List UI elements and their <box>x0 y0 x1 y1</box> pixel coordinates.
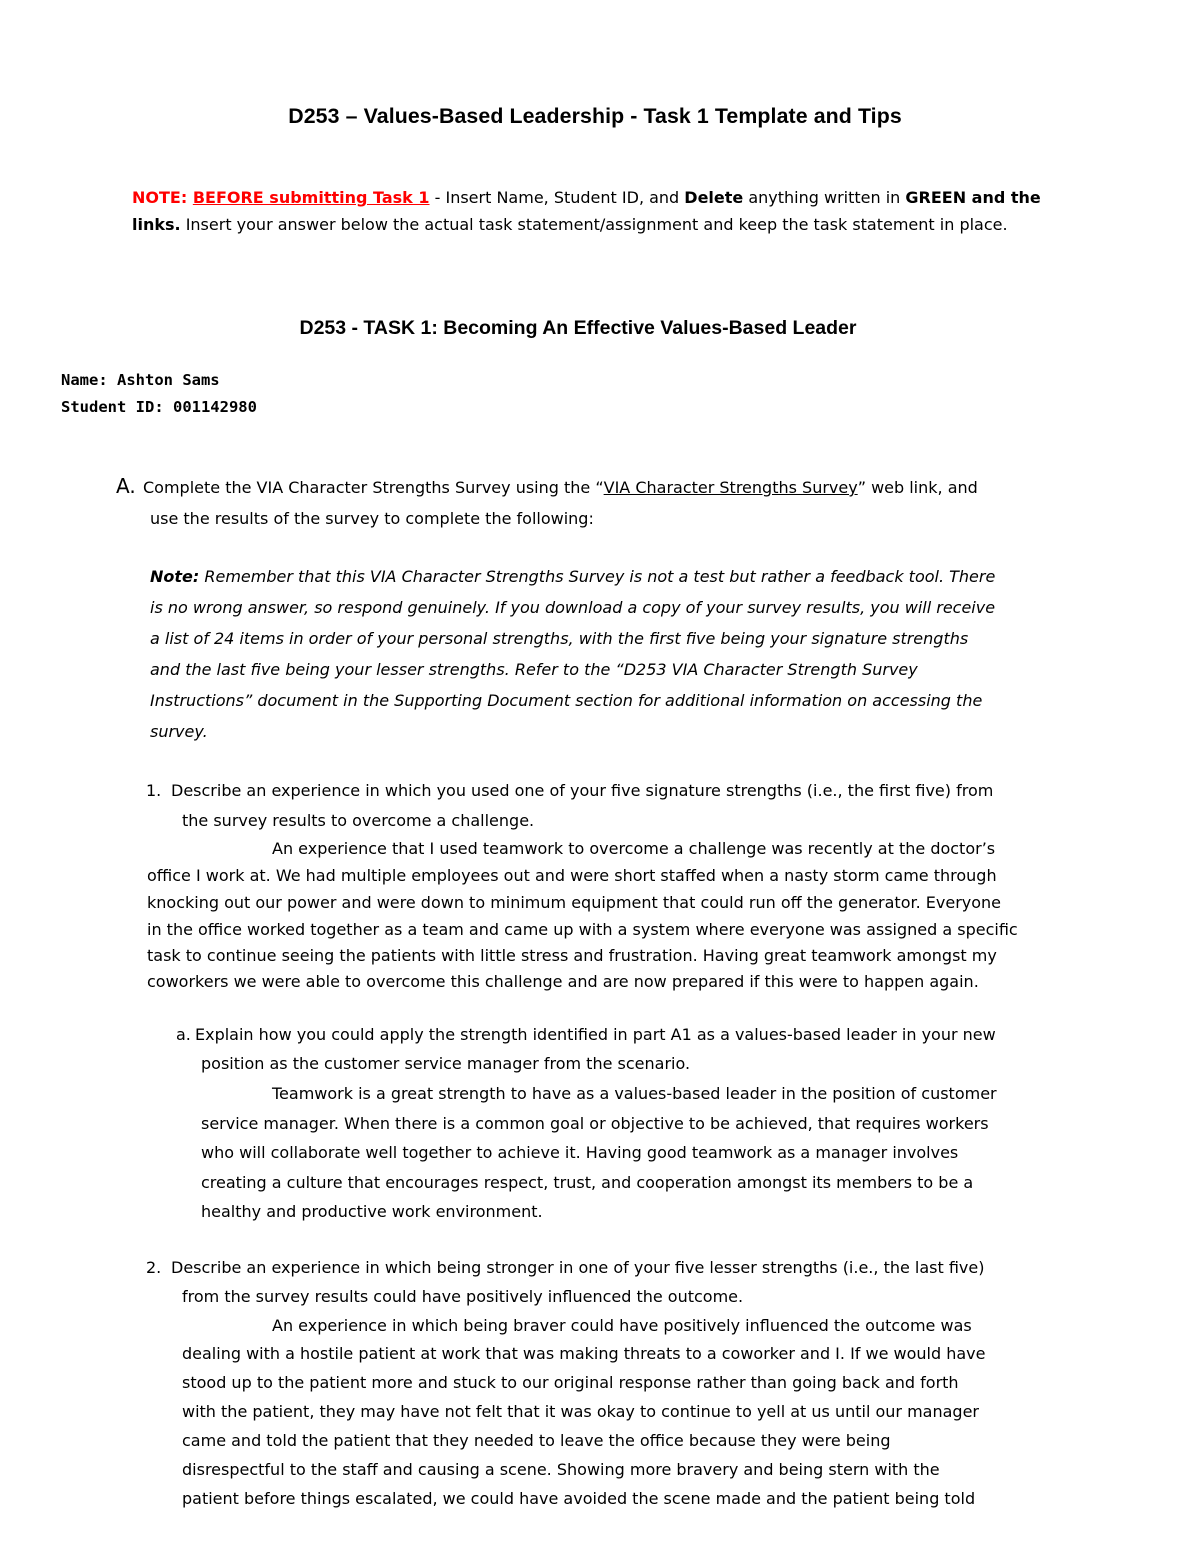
item-1-prompt-line-1: Describe an experience in which you used one of your five signature strengths (i.e., the first five) from <box>171 781 994 800</box>
section-a-text-pre: Complete the VIA Character Strengths Survey using the “ <box>143 478 604 497</box>
item-1-answer-line-6: coworkers we were able to overcome this challenge and are now prepared if this were to happen again. <box>147 972 979 991</box>
note-text-c: Insert your answer below the actual task statement/assignment and keep the task statement in place. <box>180 215 1008 234</box>
item-1-answer-line-1: An experience that I used teamwork to overcome a challenge was recently at the doctor’s <box>272 839 996 858</box>
item-2-answer-line-5: came and told the patient that they needed to leave the office because they were being <box>182 1431 891 1450</box>
section-a-marker: A. <box>116 474 136 498</box>
item-1-answer-line-4: in the office worked together as a team and came up with a system where everyone was assigned a specific <box>147 920 1018 939</box>
item-1-answer-line-5: task to continue seeing the patients with little stress and frustration. Having great teamwork amongst my <box>147 946 997 965</box>
survey-note-text-0: Remember that this VIA Character Strengths Survey is not a test but rather a feedback tool. There <box>199 567 996 586</box>
item-1a-answer-line-4: creating a culture that encourages respect, trust, and cooperation amongst its members to be a <box>201 1173 974 1192</box>
item-2-answer-line-3: stood up to the patient more and stuck to our original response rather than going back and forth <box>182 1373 959 1392</box>
item-2-prompt-line-2: from the survey results could have positively influenced the outcome. <box>182 1287 744 1306</box>
item-2-answer-line-1: An experience in which being braver could have positively influenced the outcome was <box>272 1316 972 1335</box>
survey-note-line-4: and the last five being your lesser strengths. Refer to the “D253 VIA Character Strength Survey <box>150 660 918 679</box>
item-1a-answer-line-5: healthy and productive work environment. <box>201 1202 543 1221</box>
document-title: D253 – Values-Based Leadership - Task 1 Template and Tips <box>288 104 902 128</box>
item-1-answer-line-2: office I work at. We had multiple employees out and were short staffed when a nasty storm came through <box>147 866 997 885</box>
survey-note-line-2: is no wrong answer, so respond genuinely. If you download a copy of your survey results, you will receive <box>150 598 996 617</box>
note-links-word: links. <box>132 215 181 234</box>
section-a-line-1 <box>143 474 978 501</box>
item-2-answer-line-2: dealing with a hostile patient at work that was making threats to a coworker and I. If we would have <box>182 1344 986 1363</box>
student-name: Name: Ashton Sams <box>61 371 220 389</box>
task-title: D253 - TASK 1: Becoming An Effective Values-Based Leader <box>299 317 857 339</box>
note-line-2 <box>132 215 1008 234</box>
item-1-answer-line-3: knocking out our power and were down to minimum equipment that could run off the generator. Everyone <box>147 893 1002 912</box>
note-label: NOTE: <box>132 188 193 207</box>
note-text-b: anything written in <box>743 188 906 207</box>
item-1a-answer-line-1: Teamwork is a great strength to have as a values-based leader in the position of customer <box>272 1084 997 1103</box>
item-1-number: 1. <box>146 781 162 800</box>
note-text-a: - Insert Name, Student ID, and <box>429 188 685 207</box>
item-1a-prompt-line-2: position as the customer service manager from the scenario. <box>201 1054 691 1073</box>
note-delete-word: Delete <box>684 188 744 207</box>
item-1a-letter: a. <box>176 1025 191 1044</box>
section-a-text-post: ” web link, and <box>857 478 978 497</box>
survey-note-label: Note: <box>150 567 200 586</box>
via-survey-link[interactable]: VIA Character Strengths Survey <box>603 478 858 497</box>
item-2-prompt-line-1: Describe an experience in which being stronger in one of your five lesser strengths (i.e., the last five) <box>171 1258 985 1277</box>
survey-note-line-6: survey. <box>150 722 208 741</box>
item-1a-answer-line-3: who will collaborate well together to achieve it. Having good teamwork as a manager involves <box>201 1143 959 1162</box>
item-2-number: 2. <box>146 1258 162 1277</box>
section-a-line-2: use the results of the survey to complete the following: <box>150 509 594 528</box>
note-line-1 <box>132 188 1041 207</box>
survey-note-line-5: Instructions” document in the Supporting Document section for additional information on accessing the <box>150 691 983 710</box>
item-1a-prompt-line-1: Explain how you could apply the strength identified in part A1 as a values-based leader in your new <box>195 1025 996 1044</box>
item-1a-answer-line-2: service manager. When there is a common goal or objective to be achieved, that requires workers <box>201 1114 989 1133</box>
note-green-word: GREEN and the <box>905 188 1041 207</box>
student-id: Student ID: 001142980 <box>61 398 257 416</box>
survey-note-line-3: a list of 24 items in order of your personal strengths, with the first five being your signature strengths <box>150 629 969 648</box>
item-1-prompt-line-2: the survey results to overcome a challenge. <box>182 811 535 830</box>
item-2-answer-line-7: patient before things escalated, we could have avoided the scene made and the patient being told <box>182 1489 976 1508</box>
survey-note-line-1 <box>150 563 995 590</box>
item-2-answer-line-4: with the patient, they may have not felt that it was okay to continue to yell at us until our manager <box>182 1402 979 1421</box>
before-submitting-link[interactable]: BEFORE submitting Task 1 <box>192 188 430 207</box>
item-2-answer-line-6: disrespectful to the staff and causing a scene. Showing more bravery and being stern with the <box>182 1460 940 1479</box>
